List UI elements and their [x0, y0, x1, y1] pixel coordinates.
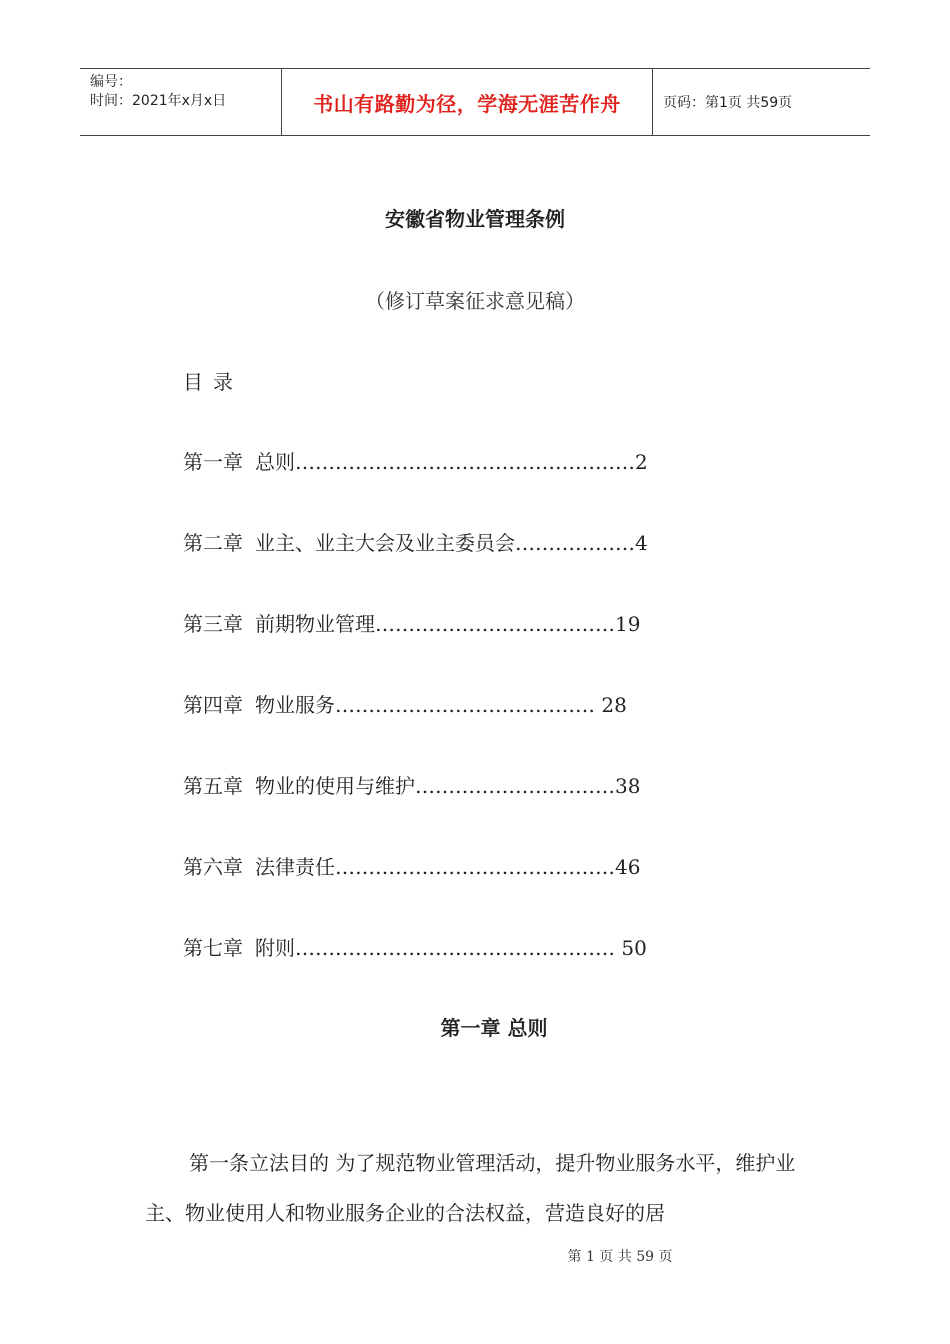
toc-leader-dots: ……………………………………………: [295, 450, 635, 474]
toc-item[interactable]: [183, 932, 743, 1013]
toc-page-number: 38: [615, 774, 641, 798]
toc-page-number: 46: [615, 855, 641, 879]
document-date: 时间：2021年x月x日: [90, 93, 227, 109]
toc-chapter-number: 第五章: [183, 774, 243, 798]
toc-leader-dots: ………………: [515, 531, 635, 555]
article-paragraph: 第一条立法目的 为了规范物业管理活动，提升物业服务水平，维护业主、物业使用人和物业服务企业的合法权益，营造良好的居: [145, 1151, 796, 1225]
toc-page-number: 2: [635, 450, 648, 474]
document-subtitle: （修订草案征求意见稿）: [365, 289, 585, 313]
toc-chapter-name: 物业的使用与维护: [255, 774, 415, 798]
toc-page-number: 4: [635, 531, 648, 555]
toc-page-number: 50: [621, 936, 647, 960]
toc-leader-dots: ……………………………………: [335, 855, 615, 879]
toc-chapter-name: 业主、业主大会及业主委员会: [255, 531, 515, 555]
document-number-label: 编号：: [90, 74, 132, 90]
toc-item[interactable]: [183, 770, 743, 851]
toc-leader-dots: …………………………: [415, 774, 615, 798]
toc-chapter-number: 第三章: [183, 612, 243, 636]
toc-chapter-name: 前期物业管理: [255, 612, 375, 636]
page-footer: 第 1 页 共 59 页: [567, 1249, 673, 1265]
toc-item[interactable]: [183, 608, 743, 689]
toc-item[interactable]: [183, 851, 743, 932]
toc-heading: 目录: [183, 370, 243, 394]
toc-chapter-number: 第四章: [183, 693, 243, 717]
table-of-contents: [183, 446, 743, 1013]
toc-leader-dots: …………………………………………: [295, 936, 622, 960]
header-motto: 书山有路勤为径，学海无涯苦作舟: [281, 69, 653, 135]
header-meta-cell: [80, 69, 281, 135]
header-page-info: 页码：第1页 共59页: [663, 95, 793, 111]
toc-chapter-number: 第一章: [183, 450, 243, 474]
toc-chapter-name: 总则: [255, 450, 295, 474]
toc-leader-dots: …………………………………: [335, 693, 602, 717]
toc-leader-dots: ………………………………: [375, 612, 615, 636]
toc-item[interactable]: [183, 446, 743, 527]
toc-item[interactable]: [183, 689, 743, 770]
toc-chapter-name: 物业服务: [255, 693, 335, 717]
chapter-heading: 第一章 总则: [440, 1016, 548, 1040]
document-title: 安徽省物业管理条例: [385, 207, 565, 231]
toc-chapter-number: 第六章: [183, 855, 243, 879]
toc-chapter-number: 第二章: [183, 531, 243, 555]
toc-page-number: 19: [615, 612, 641, 636]
toc-chapter-name: 附则: [255, 936, 295, 960]
toc-chapter-number: 第七章: [183, 936, 243, 960]
toc-item[interactable]: [183, 527, 743, 608]
toc-chapter-name: 法律责任: [255, 855, 335, 879]
document-header: [80, 68, 870, 136]
toc-page-number: 28: [601, 693, 627, 717]
